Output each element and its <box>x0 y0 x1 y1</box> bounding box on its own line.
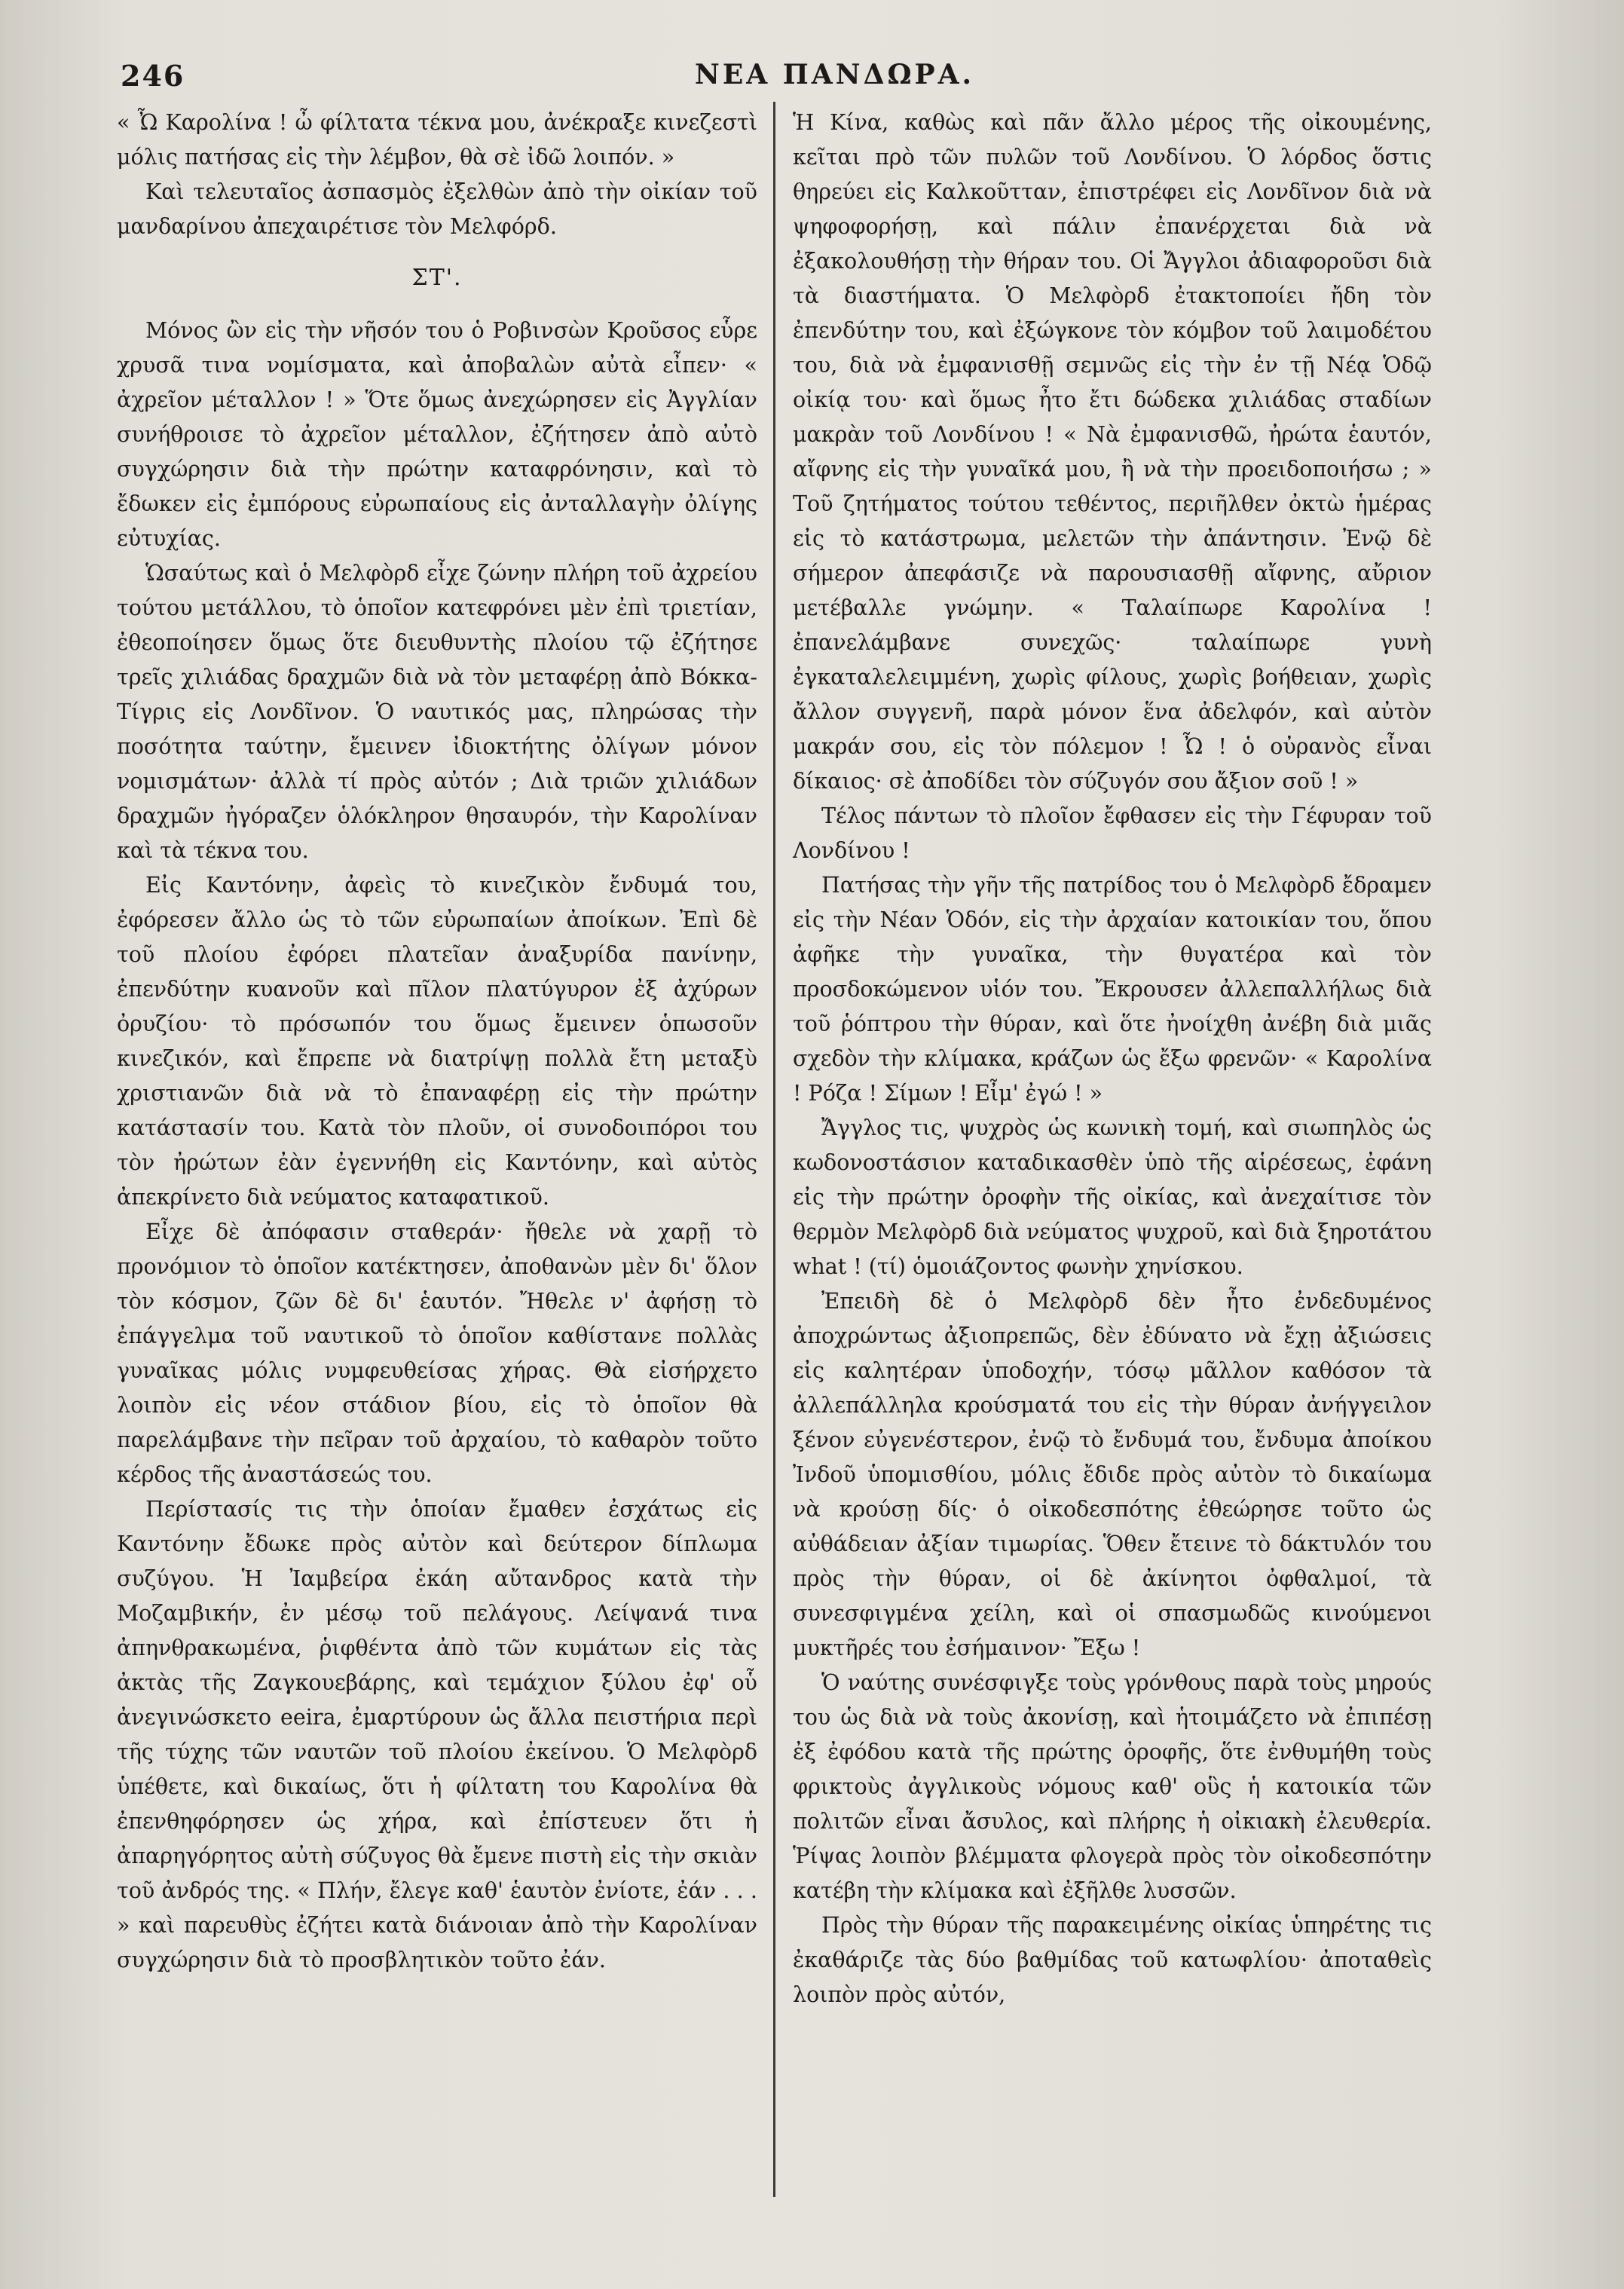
paragraph: Πατήσας τὴν γῆν τῆς πατρίδος του ὁ Μελφὸρδ ἔδραμεν εἰς τὴν Νέαν Ὁδόν, εἰς τὴν ἀρχαίαν κατοικίαν του, ὅπου ἀφῆκε τὴν γυναῖκα, τὴν θυγατέρα καὶ τὸν προσδοκώμενον υἱόν του. Ἔκρουσεν ἀλλεπαλλήλως διὰ τοῦ ῥόπτρου τὴν θύραν, καὶ ὅτε ἠνοίχθη ἀνέβη διὰ μιᾶς σχεδὸν τὴν κλίμακα, κράζων ὡς ἔξω φρενῶν· « Καρολίνα ! Ρόζα ! Σίμων ! Εἶμ' ἐγώ ! » <box>793 873 1432 1106</box>
paragraph: Ἡ Κίνα, καθὼς καὶ πᾶν ἄλλο μέρος τῆς οἰκουμένης, κεῖται πρὸ τῶν πυλῶν τοῦ Λονδίνου. Ὁ λόρδος ὅστις θηρεύει εἰς Καλκοῦτταν, ἐπιστρέφει εἰς Λονδῖνον διὰ νὰ ψηφοφορήσῃ, καὶ πάλιν ἐπανέρχεται διὰ νὰ ἐξακολουθήσῃ τὴν θήραν του. Οἱ Ἄγγλοι ἀδιαφοροῦσι διὰ τὰ διαστήματα. Ὁ Μελφὸρδ ἐτακτοποίει ἤδη τὸν ἐπενδύτην του, καὶ ἐξώγκονε τὸν κόμβον τοῦ λαιμοδέτου του, διὰ νὰ ἐμφανισθῇ σεμνῶς εἰς τὴν ἐν τῇ Νέᾳ Ὁδῷ οἰκίᾳ του· καὶ ὅμως ἦτο ἔτι δώδεκα χιλιάδας σταδίων μακρὰν τοῦ Λονδίνου ! « Νὰ ἐμφανισθῶ, ἠρώτα ἑαυτόν, αἴφνης εἰς τὴν γυναῖκά μου, ἢ νὰ τὴν προειδοποιήσω ; » Τοῦ ζητήματος τούτου τεθέντος, περιῆλθεν ὀκτὼ ἡμέρας εἰς τὸ κατάστρωμα, μελετῶν τὴν ἀπάντησιν. Ἐνῷ δὲ σήμερον ἀπεφάσιζε νὰ παρουσιασθῇ αἴφνης, αὔριον μετέβαλλε γνώμην. « Ταλαίπωρε Καρολίνα ! ἐπανελάμβανε συνεχῶς· ταλαίπωρε γυνὴ ἐγκαταλελειμμένη, χωρὶς φίλους, χωρὶς βοήθειαν, χωρὶς ἄλλον συγγενῆ, παρὰ μόνον ἕνα ἀδελφόν, καὶ αὐτὸν μακράν σου, εἰς τὸν πόλεμον ! Ὦ ! ὁ οὐρανὸς εἶναι δίκαιος· σὲ ἀποδίδει τὸν σύζυγόν σου ἄξιον σοῦ ! » <box>793 110 1432 794</box>
paragraph: Ὡσαύτως καὶ ὁ Μελφὸρδ εἶχε ζώνην πλήρη τοῦ ἀχρείου τούτου μετάλλου, τὸ ὁποῖον κατεφρόνει μὲν ἐπὶ τριετίαν, ἐθεοποίησεν ὅμως ὅτε διευθυντὴς πλοίου τῷ ἐζήτησε τρεῖς χιλιάδας δραχμῶν διὰ νὰ τὸν μεταφέρῃ ἀπὸ Βόκκα-Τίγρις εἰς Λονδῖνον. Ὁ ναυτικός μας, πληρώσας τὴν ποσότητα ταύτην, ἔμεινεν ἰδιοκτήτης ὀλίγων μόνον νομισμάτων· ἀλλὰ τί πρὸς αὐτόν ; Διὰ τριῶν χιλιάδων δραχμῶν ἠγόραζεν ὁλόκληρον θησαυρόν, τὴν Καρολίναν καὶ τὰ τέκνα του. <box>117 561 757 863</box>
section-heading: ΣΤ'. <box>411 265 463 291</box>
column-divider <box>773 102 775 2197</box>
page-header <box>113 53 1556 98</box>
paragraph: « Ὦ Καρολίνα ! ὦ φίλτατα τέκνα μου, ἀνέκραξε κινεζεστὶ μόλις πατήσας εἰς τὴν λέμβον, θὰ σὲ ἰδῶ λοιπόν. » <box>117 110 757 170</box>
paragraph: Ἐπειδὴ δὲ ὁ Μελφὸρδ δὲν ἦτο ἐνδεδυμένος ἀποχρώντως ἀξιοπρεπῶς, δὲν ἐδύνατο νὰ ἔχῃ ἀξιώσεις εἰς καλητέραν ὑποδοχήν, τόσῳ μᾶλλον καθόσον τὰ ἀλλεπάλληλα κρούσματά του εἰς τὴν θύραν ἀνήγγειλον ξένον εὐγενέστερον, ἐνῷ τὸ ἔνδυμά του, ἔνδυμα ἀποίκου Ἰνδοῦ ὑπομισθίου, μόλις ἔδιδε πρὸς αὐτὸν τὸ δικαίωμα νὰ κρούσῃ δίς· ὁ οἰκοδεσπότης ἐθεώρησε τοῦτο ὡς αὐθάδειαν ἀξίαν τιμωρίας. Ὅθεν ἔτεινε τὸ δάκτυλόν του πρὸς τὴν θύραν, οἱ δὲ ἀκίνητοι ὀφθαλμοί, τὰ συνεσφιγμένα χείλη, καὶ οἱ σπασμωδῶς κινούμενοι μυκτῆρές του ἐσήμαινον· Ἔξω ! <box>793 1289 1432 1660</box>
paragraph: Εἶχε δὲ ἀπόφασιν σταθεράν· ἤθελε νὰ χαρῇ τὸ προνόμιον τὸ ὁποῖον κατέκτησεν, ἀποθανὼν μὲν δι' ὅλον τὸν κόσμον, ζῶν δὲ δι' ἑαυτόν. Ἤθελε ν' ἀφήσῃ τὸ ἐπάγγελμα τοῦ ναυτικοῦ τὸ ὁποῖον καθίστανε πολλὰς γυναῖκας μόλις νυμφευθείσας χήρας. Θὰ εἰσήρχετο λοιπὸν εἰς νέον στάδιον βίου, εἰς τὸ ὁποῖον θὰ παρελάμβανε τὴν πεῖραν τοῦ ἀρχαίου, τὸ καθαρὸν τοῦτο κέρδος τῆς ἀναστάσεώς του. <box>117 1219 757 1487</box>
paragraph: Εἰς Καντόνην, ἀφεὶς τὸ κινεζικὸν ἔνδυμά του, ἐφόρεσεν ἄλλο ὡς τὸ τῶν εὐρωπαίων ἀποίκων. Ἐπὶ δὲ τοῦ πλοίου ἐφόρει πλατεῖαν ἀναξυρίδα πανίνην, ἐπενδύτην κυανοῦν καὶ πῖλον πλατύγυρον ἐξ ἀχύρων ὀρυζίου· τὸ πρόσωπόν του ὅμως ἔμεινεν ὁπωσοῦν κινεζικόν, καὶ ἔπρεπε νὰ διατρίψῃ πολλὰ ἔτη μεταξὺ χριστιανῶν διὰ νὰ τὸ ἐπαναφέρῃ εἰς τὴν πρώτην κατάστασίν του. Κατὰ τὸν πλοῦν, οἱ συνοδοιπόροι του τὸν ἠρώτων ἐὰν ἐγεννήθη εἰς Καντόνην, καὶ αὐτὸς ἀπεκρίνετο διὰ νεύματος καταφατικοῦ. <box>117 873 757 1210</box>
paragraph: Ἄγγλος τις, ψυχρὸς ὡς κωνικὴ τομή, καὶ σιωπηλὸς ὡς κωδονοστάσιον καταδικασθὲν ὑπὸ τῆς αἱρέσεως, ἐφάνη εἰς τὴν πρώτην ὀροφὴν τῆς οἰκίας, καὶ ἀνεχαίτισε τὸν θερμὸν Μελφὸρδ διὰ νεύματος ψυχροῦ, καὶ διὰ ξηροτάτου what ! (τί) ὁμοιάζοντος φωνὴν χηνίσκου. <box>793 1115 1432 1279</box>
paragraph: Πρὸς τὴν θύραν τῆς παρακειμένης οἰκίας ὑπηρέτης τις ἐκαθάριζε τὰς δύο βαθμίδας τοῦ κατωφλίου· ἀποταθεὶς λοιπὸν πρὸς αὐτόν, <box>793 1913 1432 2007</box>
right-column <box>793 106 1432 2012</box>
paragraph: Ὁ ναύτης συνέσφιγξε τοὺς γρόνθους παρὰ τοὺς μηρούς του ὡς διὰ νὰ τοὺς ἀκονίσῃ, καὶ ἡτοιμάζετο νὰ ἐπιπέσῃ ἐξ ἐφόδου κατὰ τῆς πρώτης ὀροφῆς, ὅτε ἐνθυμήθη τοὺς φρικτοὺς ἀγγλικοὺς νόμους καθ' οὓς ἡ κατοικία τῶν πολιτῶν εἶναι ἄσυλος, καὶ πλήρης ἡ οἰκιακὴ ἐλευθερία. Ῥίψας λοιπὸν βλέμματα φλογερὰ πρὸς τὸν οἰκοδεσπότην κατέβη τὴν κλίμακα καὶ ἐξῆλθε λυσσῶν. <box>793 1670 1432 1903</box>
paragraph: Τέλος πάντων τὸ πλοῖον ἔφθασεν εἰς τὴν Γέφυραν τοῦ Λονδίνου ! <box>793 803 1432 863</box>
left-column <box>117 106 757 1978</box>
running-title: ΝΕΑ ΠΑΝΔΩΡΑ. <box>694 59 975 90</box>
paragraph: Περίστασίς τις τὴν ὁποίαν ἔμαθεν ἐσχάτως εἰς Καντόνην ἔδωκε πρὸς αὐτὸν καὶ δεύτερον δίπλωμα συζύγου. Ἡ Ἰαμβείρα ἐκάη αὔτανδρος κατὰ τὴν Μοζαμβικήν, ἐν μέσῳ τοῦ πελάγους. Λείψανά τινα ἀπηνθρακωμένα, ῥιφθέντα ἀπὸ τῶν κυμάτων εἰς τὰς ἀκτὰς τῆς Ζαγκουεβάρης, καὶ τεμάχιον ξύλου ἐφ' οὗ ἀνεγινώσκετο eeira, ἐμαρτύρουν ὡς ἄλλα πειστήρια περὶ τῆς τύχης τῶν ναυτῶν τοῦ πλοίου ἐκείνου. Ὁ Μελφὸρδ ὑπέθετε, καὶ δικαίως, ὅτι ἡ φίλτατη του Καρολίνα θὰ ἐπενθηφόρησεν ὡς χήρα, καὶ ἐπίστευεν ὅτι ἡ ἀπαρηγόρητος αὐτὴ σύζυγος θὰ ἔμενε πιστὴ εἰς τὴν σκιὰν τοῦ ἀνδρός της. « Πλήν, ἔλεγε καθ' ἑαυτὸν ἐνίοτε, ἐάν . . . » καὶ παρευθὺς ἐζήτει κατὰ διάνοιαν ἀπὸ τὴν Καρολίναν συγχώρησιν διὰ τὸ προσβλητικὸν τοῦτο ἐάν. <box>117 1497 757 1972</box>
paragraph: Μόνος ὢν εἰς τὴν νῆσόν του ὁ Ροβινσὼν Κροῦσος εὗρε χρυσᾶ τινα νομίσματα, καὶ ἀποβαλὼν αὐτὰ εἶπεν· « ἀχρεῖον μέταλλον ! » Ὅτε ὅμως ἀνεχώρησεν εἰς Ἀγγλίαν συνήθροισε τὸ ἀχρεῖον μέταλλον, ἐζήτησεν ἀπὸ αὐτὸ συγχώρησιν διὰ τὴν πρώτην καταφρόνησιν, καὶ τὸ ἔδωκεν εἰς ἐμπόρους εὐρωπαίους εἰς ἀνταλλαγὴν ὀλίγης εὐτυχίας. <box>117 318 757 551</box>
page-number: 246 <box>121 59 185 93</box>
paragraph: Καὶ τελευταῖος ἀσπασμὸς ἐξελθὼν ἀπὸ τὴν οἰκίαν τοῦ μανδαρίνου ἀπεχαιρέτισε τὸν Μελφόρδ. <box>117 179 757 239</box>
